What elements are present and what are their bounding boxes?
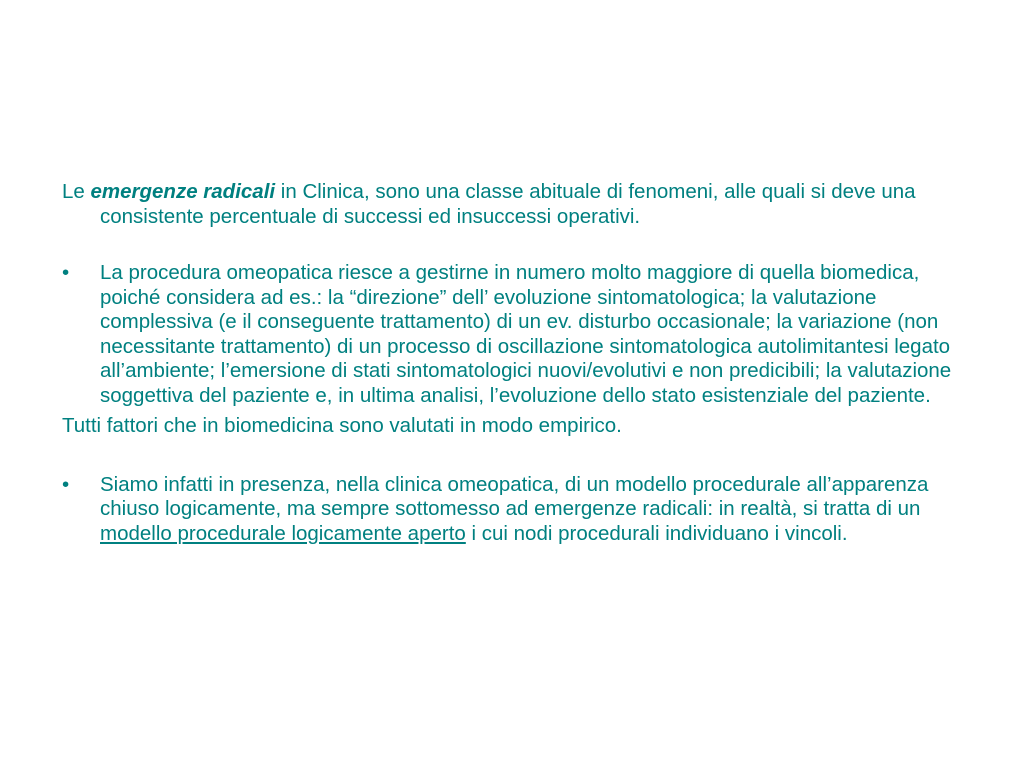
intro-rest: in Clinica, sono una classe abituale di fenomeni, alle quali si deve una consistente percentuale di successi ed insuccessi operativi. [100, 180, 916, 228]
spacer [62, 229, 962, 261]
intro-paragraph [62, 180, 962, 229]
underlined-term: modello procedurale logicamente aperto [100, 521, 466, 545]
spacer [62, 439, 962, 473]
bullet-item-model [62, 473, 962, 547]
summary-text: Tutti fattori che in biomedicina sono valutati in modo empirico. [62, 414, 622, 437]
bullet-icon: • [62, 472, 70, 496]
emphasis-text: emergenze radicali [90, 180, 276, 203]
bullet-item-procedure [62, 261, 962, 408]
bullet-icon: • [62, 261, 70, 284]
bullet-text-before: Siamo infatti in presenza, nella clinica omeopatica, di un modello procedurale all’apparenza chiuso logicamente, ma sempre sottomesso ad emergenze radicali: in realtà, si tratta di un [100, 472, 929, 520]
slide-body [62, 180, 962, 546]
summary-paragraph [62, 414, 962, 439]
intro-prefix: Le [62, 180, 91, 203]
bullet-text: La procedura omeopatica riesce a gestirne in numero molto maggiore di quella biomedica, poiché considera ad es.: la “direzione” dell’ evoluzione sintomatologica; la valutazione complessiva (e il conseguente trattamento) di un ev. disturbo occasionale; la variazione (non necessitante trattamento) di un processo di oscillazione sintomatologica autolimitantesi legato all’ambiente; l’emersione di stati sintomatologici nuovi/evolutivi e non predicibili; la valutazione soggettiva del paziente e, in ultima analisi, l’evoluzione dello stato esistenziale del paziente. [100, 261, 952, 407]
bullet-text-after: i cui nodi procedurali individuano i vincoli. [465, 521, 848, 545]
